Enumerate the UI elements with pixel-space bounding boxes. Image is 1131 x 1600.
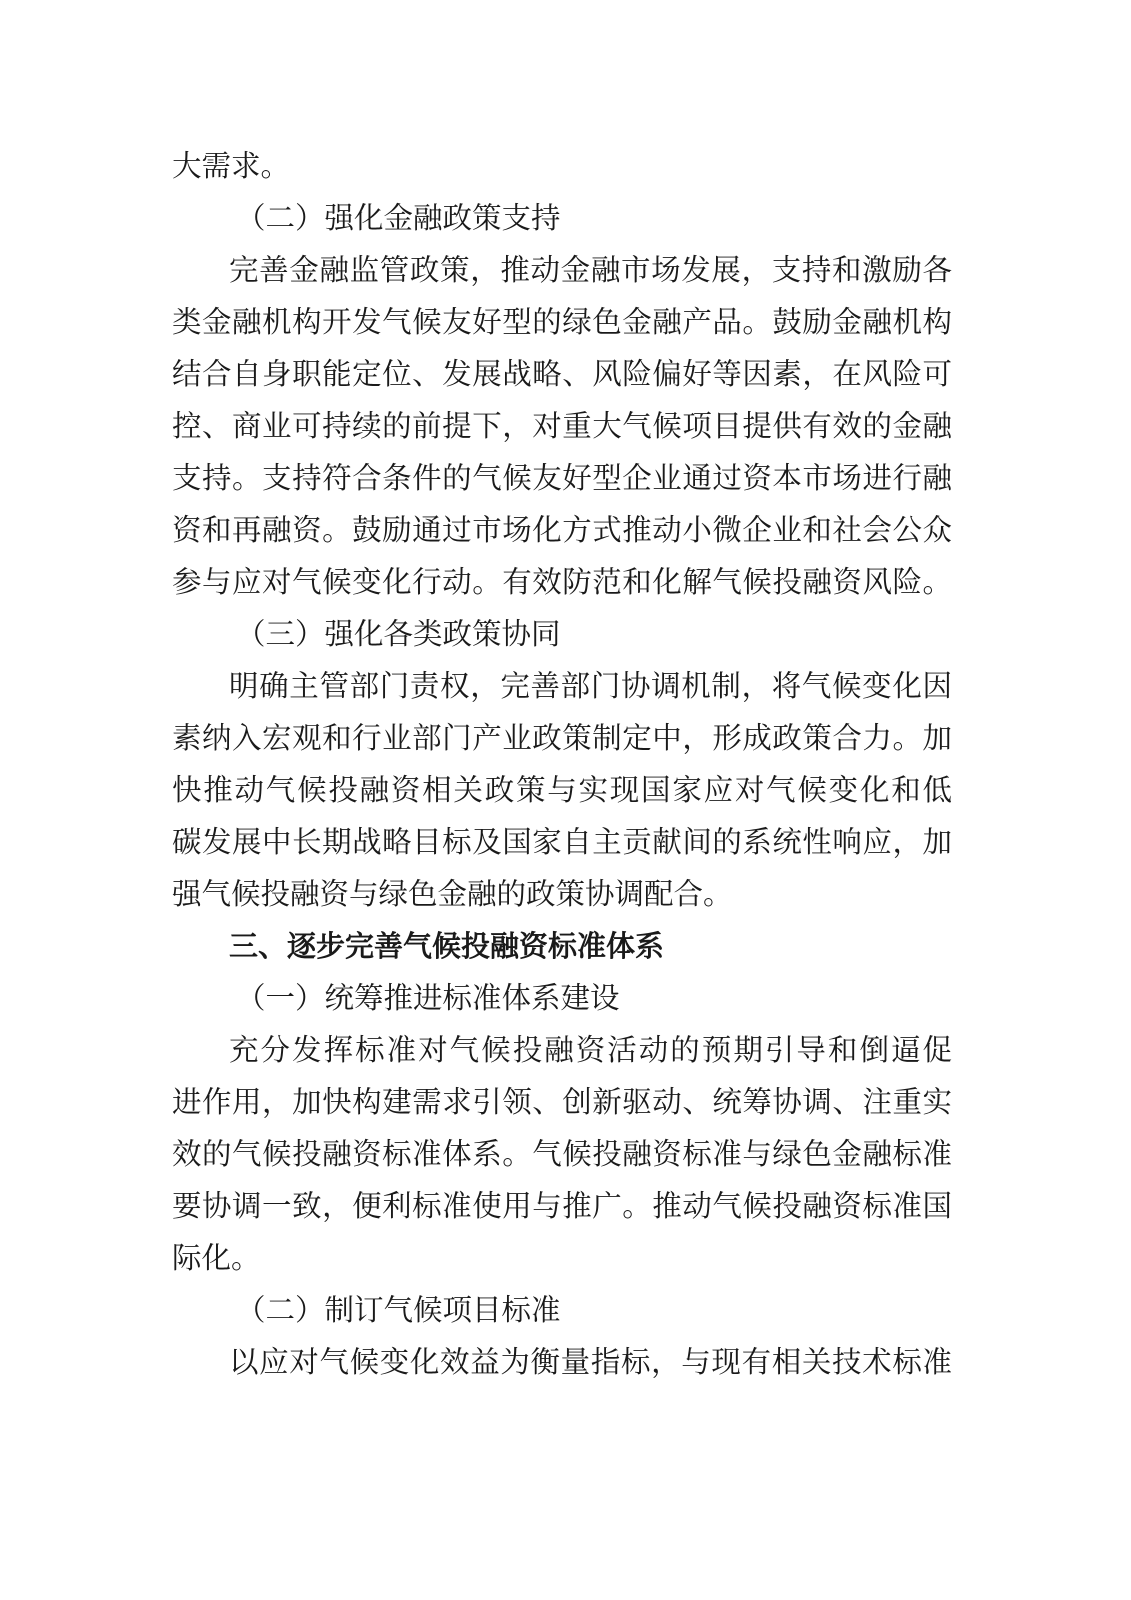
paragraph-line: 快推动气候投融资相关政策与实现国家应对气候变化和低 xyxy=(172,773,952,807)
paragraph-line: 类金融机构开发气候友好型的绿色金融产品。鼓励金融机构 xyxy=(172,305,952,339)
paragraph-line: 以应对气候变化效益为衡量指标，与现有相关技术标准 xyxy=(229,1345,952,1379)
paragraph-line: 参与应对气候变化行动。有效防范和化解气候投融资风险。 xyxy=(172,565,952,599)
subsection-heading: （二）制订气候项目标准 xyxy=(236,1293,561,1327)
paragraph-line: 支持。支持符合条件的气候友好型企业通过资本市场进行融 xyxy=(172,461,952,495)
paragraph-line: 素纳入宏观和行业部门产业政策制定中，形成政策合力。加 xyxy=(172,721,952,755)
paragraph-line: 碳发展中长期战略目标及国家自主贡献间的系统性响应，加 xyxy=(172,825,952,859)
paragraph-line: 大需求。 xyxy=(172,149,291,183)
subsection-heading: （一）统筹推进标准体系建设 xyxy=(236,981,620,1015)
paragraph-line: 进作用，加快构建需求引领、创新驱动、统筹协调、注重实 xyxy=(172,1085,952,1119)
paragraph-line: 充分发挥标准对气候投融资活动的预期引导和倒逼促 xyxy=(229,1033,952,1067)
paragraph-line: 控、商业可持续的前提下，对重大气候项目提供有效的金融 xyxy=(172,409,952,443)
paragraph-line: 明确主管部门责权，完善部门协调机制，将气候变化因 xyxy=(229,669,952,703)
paragraph-line: 强气候投融资与绿色金融的政策协调配合。 xyxy=(172,877,733,911)
paragraph-line: 完善金融监管政策，推动金融市场发展，支持和激励各 xyxy=(229,253,952,287)
section-heading: 三、逐步完善气候投融资标准体系 xyxy=(229,929,665,963)
subsection-heading: （二）强化金融政策支持 xyxy=(236,201,561,235)
paragraph-line: 际化。 xyxy=(172,1241,261,1275)
paragraph-line: 效的气候投融资标准体系。气候投融资标准与绿色金融标准 xyxy=(172,1137,952,1171)
subsection-heading: （三）强化各类政策协同 xyxy=(236,617,561,651)
paragraph-line: 要协调一致，便利标准使用与推广。推动气候投融资标准国 xyxy=(172,1189,952,1223)
paragraph-line: 结合自身职能定位、发展战略、风险偏好等因素，在风险可 xyxy=(172,357,952,391)
paragraph-line: 资和再融资。鼓励通过市场化方式推动小微企业和社会公众 xyxy=(172,513,952,547)
